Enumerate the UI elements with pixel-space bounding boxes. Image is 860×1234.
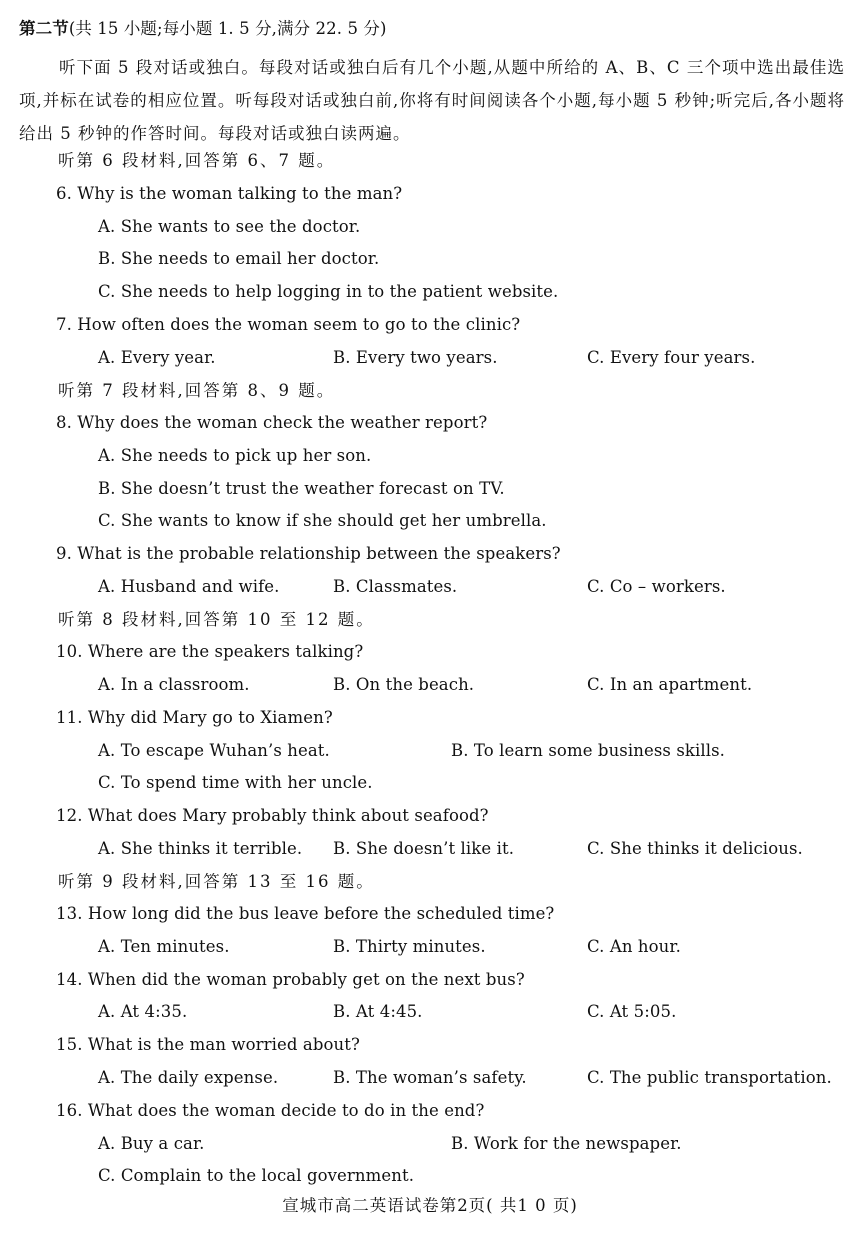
option-c: C. She needs to help logging in to the patient website. <box>98 282 559 301</box>
section-instructions: 听下面 5 段对话或独白。每段对话或独白后有几个小题,从题中所给的 A、B、C 三个项中选出最佳选项,并标在试卷的相应位置。听每段对话或独白前,你将有时间阅读各个小题,每小题 5 秒钟;听完后,各小题将给出 5 秒钟的作答时间。每段对话或独白读两遍。 <box>19 58 845 143</box>
option-c: C. Complain to the local government. <box>98 1166 415 1185</box>
question-stem: 10. Where are the speakers talking? <box>56 642 364 661</box>
question-stem: 6. Why is the woman talking to the man? <box>56 184 403 203</box>
option-a: A. At 4:35. <box>98 1002 188 1021</box>
question-stem: 9. What is the probable relationship between the speakers? <box>56 544 561 563</box>
section-title <box>19 18 387 40</box>
question-stem: 12. What does Mary probably think about seafood? <box>56 806 489 825</box>
option-c: C. Every four years. <box>587 348 756 367</box>
option-b: B. Classmates. <box>333 577 458 596</box>
question-stem: 7. How often does the woman seem to go to the clinic? <box>56 315 521 334</box>
question-stem: 16. What does the woman decide to do in the end? <box>56 1101 485 1120</box>
option-a: A. To escape Wuhan’s heat. <box>98 741 330 760</box>
option-c: C. She thinks it delicious. <box>587 839 803 858</box>
group-heading: 听第 6 段材料,回答第 6、7 题。 <box>58 151 336 170</box>
option-b: B. She doesn’t trust the weather forecast on TV. <box>98 479 505 498</box>
option-a: A. The daily expense. <box>98 1068 279 1087</box>
option-a: A. Ten minutes. <box>98 937 230 956</box>
option-a: A. She wants to see the doctor. <box>98 217 361 236</box>
option-b: B. Every two years. <box>333 348 498 367</box>
option-c: C. Co – workers. <box>587 577 726 596</box>
question-stem: 11. Why did Mary go to Xiamen? <box>56 708 333 727</box>
option-b: B. To learn some business skills. <box>451 741 726 760</box>
option-b: B. The woman’s safety. <box>333 1068 527 1087</box>
option-c: C. In an apartment. <box>587 675 753 694</box>
option-c: C. She wants to know if she should get her umbrella. <box>98 511 547 530</box>
question-stem: 14. When did the woman probably get on the next bus? <box>56 970 525 989</box>
option-a: A. Buy a car. <box>98 1134 205 1153</box>
option-a: A. She thinks it terrible. <box>98 839 303 858</box>
option-a: A. She needs to pick up her son. <box>98 446 372 465</box>
section-title-rest: (共 15 小题;每小题 1. 5 分,满分 22. 5 分) <box>68 19 387 38</box>
section-title-bold: 第二节 <box>19 19 69 38</box>
option-a: A. In a classroom. <box>98 675 250 694</box>
option-b: B. She doesn’t like it. <box>333 839 515 858</box>
option-a: A. Every year. <box>98 348 216 367</box>
option-b: B. Thirty minutes. <box>333 937 486 956</box>
option-b: B. At 4:45. <box>333 1002 423 1021</box>
option-c: C. The public transportation. <box>587 1068 832 1087</box>
question-stem: 15. What is the man worried about? <box>56 1035 360 1054</box>
question-stem: 8. Why does the woman check the weather report? <box>56 413 488 432</box>
group-heading: 听第 7 段材料,回答第 8、9 题。 <box>58 381 336 400</box>
option-c: C. An hour. <box>587 937 681 956</box>
page-footer: 宣城市高二英语试卷第2页( 共1 0 页) <box>282 1196 578 1215</box>
group-heading: 听第 9 段材料,回答第 13 至 16 题。 <box>58 872 375 891</box>
option-b: B. She needs to email her doctor. <box>98 249 380 268</box>
question-stem: 13. How long did the bus leave before the scheduled time? <box>56 904 555 923</box>
option-c: C. At 5:05. <box>587 1002 677 1021</box>
option-b: B. Work for the newspaper. <box>451 1134 682 1153</box>
option-c: C. To spend time with her uncle. <box>98 773 373 792</box>
group-heading: 听第 8 段材料,回答第 10 至 12 题。 <box>58 610 375 629</box>
option-a: A. Husband and wife. <box>98 577 280 596</box>
option-b: B. On the beach. <box>333 675 475 694</box>
